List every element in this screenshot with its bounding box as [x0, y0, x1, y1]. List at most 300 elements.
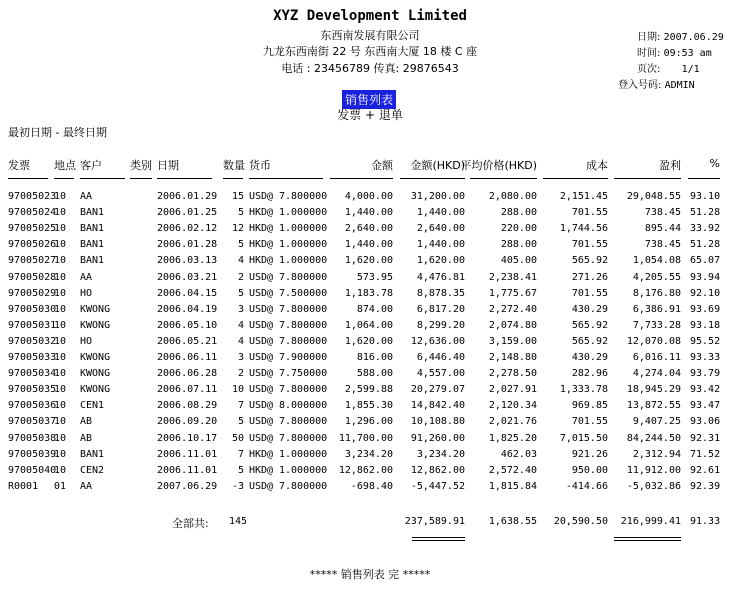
cell-location: 10: [54, 352, 67, 363]
cell-qty: 7: [237, 448, 244, 460]
cell-qty: -3: [231, 480, 244, 492]
table-row: [0, 272, 740, 288]
cell-amount: 2,640.00: [344, 223, 393, 235]
cell-pct: 92.61: [690, 464, 721, 476]
table-row: [0, 368, 740, 384]
cell-customer: AB: [80, 416, 93, 428]
cell-amount: 1,620.00: [344, 255, 393, 267]
cell-location: 10: [54, 207, 67, 219]
table-row: [0, 223, 740, 239]
cell-currency: USD@: [249, 480, 274, 492]
cell-amount: 874.00: [356, 303, 393, 315]
col-header-customer: 客户: [80, 159, 102, 172]
report-login: [618, 76, 695, 91]
cell-qty: 10: [231, 384, 244, 396]
cell-customer: BAN1: [80, 239, 105, 251]
cell-avg-price: 462.03: [500, 448, 537, 460]
cell-amount: 3,234.20: [344, 448, 393, 460]
cell-invoice: 97005039: [8, 448, 57, 460]
cell-rate: 1.000000: [279, 448, 328, 460]
report-time: [637, 44, 712, 59]
cell-rate: 1.000000: [279, 255, 328, 267]
cell-avg-price: 3,159.00: [488, 335, 537, 347]
table-row: [0, 288, 740, 304]
cell-qty: 4: [237, 255, 244, 267]
cell-qty: 7: [237, 400, 244, 412]
cell-cost: 921.26: [571, 448, 608, 460]
cell-avg-price: 2,572.40: [488, 464, 537, 476]
cell-profit: 1,054.08: [632, 255, 681, 267]
cell-amount-hkd: 3,234.20: [416, 448, 465, 460]
cell-amount-hkd: 31,200.00: [410, 191, 465, 202]
col-header-invoice: 发票: [8, 159, 30, 172]
cell-currency: USD@: [249, 335, 274, 347]
cell-pct: 93.42: [690, 384, 721, 396]
cell-qty: 5: [237, 207, 244, 219]
header-underline: [80, 178, 125, 179]
cell-avg-price: 1,815.84: [488, 480, 537, 492]
cell-invoice: 97005027: [8, 255, 57, 267]
cell-qty: 12: [231, 223, 244, 235]
cell-pct: 93.47: [690, 400, 721, 412]
totals-label: 全部共:: [172, 517, 209, 530]
totals-pct: 91.33: [690, 516, 721, 527]
cell-date: 2007.06.29: [157, 480, 218, 492]
cell-profit: 4,274.04: [632, 368, 681, 380]
cell-avg-price: 2,272.40: [488, 303, 537, 315]
cell-avg-price: 220.00: [500, 223, 537, 235]
cell-cost: 7,015.50: [559, 432, 608, 444]
header-underline: [54, 178, 74, 179]
cell-currency: USD@: [249, 384, 274, 396]
cell-rate: 7.800000: [279, 319, 328, 331]
cell-amount: 11,700.00: [338, 432, 393, 444]
cell-rate: 7.900000: [279, 352, 328, 363]
cell-location: 10: [54, 319, 67, 331]
cell-pct: 93.94: [690, 271, 721, 283]
cell-pct: 71.52: [690, 448, 721, 460]
cell-invoice: 97005028: [8, 271, 57, 283]
table-row: [0, 304, 740, 320]
cell-location: 10: [54, 335, 67, 347]
cell-rate: 1.000000: [279, 207, 328, 219]
cell-location: 10: [54, 255, 67, 267]
cell-cost: 701.55: [571, 287, 608, 299]
cell-invoice: 97005029: [8, 287, 57, 299]
cell-rate: 7.500000: [279, 287, 328, 299]
cell-cost: 565.92: [571, 335, 608, 347]
cell-amount: 4,000.00: [344, 191, 393, 202]
cell-pct: 93.69: [690, 303, 721, 315]
table-row: [0, 449, 740, 465]
cell-cost: 430.29: [571, 352, 608, 363]
cell-pct: 93.18: [690, 319, 721, 331]
cell-invoice: 97005024: [8, 207, 57, 219]
cell-invoice: 97005025: [8, 223, 57, 235]
cell-rate: 7.800000: [279, 303, 328, 315]
cell-location: 10: [54, 368, 67, 380]
report-time-label: 时间:: [637, 48, 661, 59]
cell-avg-price: 2,080.00: [488, 191, 537, 202]
cell-qty: 5: [237, 464, 244, 476]
cell-currency: USD@: [249, 191, 274, 202]
cell-cost: 950.00: [571, 464, 608, 476]
cell-avg-price: 405.00: [500, 255, 537, 267]
cell-amount-hkd: 14,842.40: [410, 400, 465, 412]
cell-rate: 7.800000: [279, 480, 328, 492]
cell-customer: KWONG: [80, 384, 111, 396]
cell-amount-hkd: 6,817.20: [416, 303, 465, 315]
report-footer: ***** 销售列表 完 *****: [309, 568, 431, 581]
totals-double-underline: [614, 537, 681, 541]
cell-location: 10: [54, 223, 67, 235]
report-date-value: 2007.06.29: [663, 32, 724, 43]
table-row: [0, 416, 740, 432]
cell-qty: 5: [237, 416, 244, 428]
header-underline: [470, 178, 537, 179]
cell-amount: 12,862.00: [338, 464, 393, 476]
cell-amount: 1,064.00: [344, 319, 393, 331]
cell-customer: KWONG: [80, 368, 111, 380]
report-page-label: 页次:: [637, 64, 661, 75]
cell-invoice: 97005023: [8, 191, 57, 202]
col-header-qty: 数量: [223, 159, 245, 172]
cell-rate: 1.000000: [279, 223, 328, 235]
cell-currency: HKD@: [249, 223, 274, 235]
cell-date: 2006.02.12: [157, 223, 218, 235]
cell-amount-hkd: 20,279.07: [410, 384, 465, 396]
cell-rate: 7.800000: [279, 191, 328, 202]
totals-double-underline: [412, 537, 465, 541]
cell-customer: BAN1: [80, 207, 105, 219]
cell-customer: KWONG: [80, 352, 111, 363]
cell-cost: 1,333.78: [559, 384, 608, 396]
cell-pct: 93.79: [690, 368, 721, 380]
cell-cost: 271.26: [571, 271, 608, 283]
cell-amount-hkd: 12,636.00: [410, 335, 465, 347]
cell-pct: 93.33: [690, 352, 721, 363]
report-date-label: 日期:: [637, 32, 661, 43]
cell-cost: 1,744.56: [559, 223, 608, 235]
cell-location: 10: [54, 400, 67, 412]
cell-avg-price: 2,148.80: [488, 352, 537, 363]
cell-location: 10: [54, 448, 67, 460]
cell-pct: 92.31: [690, 432, 721, 444]
header-underline: [249, 178, 323, 179]
company-name: XYZ Development Limited: [273, 8, 467, 24]
cell-date: 2006.05.10: [157, 319, 218, 331]
cell-invoice: 97005040: [8, 464, 57, 476]
table-row: [0, 400, 740, 416]
cell-rate: 1.000000: [279, 239, 328, 251]
report-page: [637, 60, 700, 75]
col-header-profit: 盈利: [659, 159, 681, 172]
cell-profit: 9,407.25: [632, 416, 681, 428]
table-row: [0, 481, 740, 497]
table-row: [0, 320, 740, 336]
cell-date: 2006.06.28: [157, 368, 218, 380]
cell-location: 10: [54, 303, 67, 315]
header-underline: [223, 178, 243, 179]
cell-date: 2006.01.29: [157, 191, 218, 202]
cell-amount: -698.40: [350, 480, 393, 492]
cell-qty: 50: [231, 432, 244, 444]
cell-profit: 18,945.29: [626, 384, 681, 396]
cell-invoice: 97005026: [8, 239, 57, 251]
cell-date: 2006.07.11: [157, 384, 218, 396]
col-header-pct: %: [709, 157, 720, 170]
col-header-amount-hkd: 金额(HKD): [410, 159, 465, 172]
cell-qty: 2: [237, 271, 244, 283]
cell-qty: 4: [237, 319, 244, 331]
cell-customer: CEN2: [80, 464, 105, 476]
cell-avg-price: 288.00: [500, 239, 537, 251]
report-page-value: 1/1: [681, 64, 700, 75]
table-row: [0, 191, 740, 207]
cell-currency: USD@: [249, 271, 274, 283]
report-date: [637, 28, 724, 43]
cell-profit: 11,912.00: [626, 464, 681, 476]
col-header-date: 日期: [157, 159, 179, 172]
cell-rate: 7.800000: [279, 416, 328, 428]
cell-qty: 15: [231, 191, 244, 202]
cell-amount: 588.00: [356, 368, 393, 380]
cell-profit: 738.45: [644, 239, 681, 251]
cell-cost: -414.66: [565, 480, 608, 492]
cell-profit: 6,386.91: [632, 303, 681, 315]
table-row: [0, 239, 740, 255]
cell-cost: 969.85: [571, 400, 608, 412]
cell-profit: -5,032.86: [626, 480, 681, 492]
cell-invoice: R0001: [8, 480, 39, 492]
cell-invoice: 97005031: [8, 319, 57, 331]
cell-date: 2006.06.11: [157, 352, 218, 363]
totals-cost: 20,590.50: [553, 516, 608, 527]
cell-avg-price: 2,027.91: [488, 384, 537, 396]
report-login-value: ADMIN: [664, 80, 695, 91]
cell-customer: CEN1: [80, 400, 105, 412]
cell-amount-hkd: 8,878.35: [416, 287, 465, 299]
cell-pct: 51.28: [690, 239, 721, 251]
cell-amount: 1,440.00: [344, 207, 393, 219]
cell-qty: 4: [237, 335, 244, 347]
cell-pct: 33.92: [690, 223, 721, 235]
cell-avg-price: 2,120.34: [488, 400, 537, 412]
header-underline: [614, 178, 681, 179]
table-row: [0, 255, 740, 271]
cell-date: 2006.11.01: [157, 464, 218, 476]
cell-date: 2006.01.28: [157, 239, 218, 251]
cell-amount: 573.95: [356, 271, 393, 283]
cell-invoice: 97005035: [8, 384, 57, 396]
cell-cost: 282.96: [571, 368, 608, 380]
cell-location: 10: [54, 191, 67, 202]
cell-location: 10: [54, 384, 67, 396]
cell-customer: HO: [80, 335, 93, 347]
report-subtitle: 发票 + 退单: [337, 108, 403, 122]
cell-customer: AA: [80, 480, 93, 492]
cell-pct: 93.06: [690, 416, 721, 428]
cell-amount-hkd: 2,640.00: [416, 223, 465, 235]
cell-customer: KWONG: [80, 303, 111, 315]
cell-customer: BAN1: [80, 255, 105, 267]
cell-currency: USD@: [249, 319, 274, 331]
col-header-cost: 成本: [586, 159, 608, 172]
table-row: [0, 433, 740, 449]
cell-pct: 65.07: [690, 255, 721, 267]
col-header-category: 类别: [130, 159, 152, 172]
cell-amount-hkd: 4,557.00: [416, 368, 465, 380]
cell-invoice: 97005036: [8, 400, 57, 412]
header-underline: [688, 178, 720, 179]
company-address: 九龙东西南街 22 号 东西南大厦 18 楼 C 座: [262, 45, 478, 58]
totals-avg-price: 1,638.55: [488, 516, 537, 527]
cell-location: 10: [54, 287, 67, 299]
cell-rate: 1.000000: [279, 464, 328, 476]
cell-qty: 3: [237, 352, 244, 363]
col-header-location: 地点: [54, 159, 76, 172]
cell-qty: 3: [237, 303, 244, 315]
cell-customer: KWONG: [80, 319, 111, 331]
cell-amount: 1,855.30: [344, 400, 393, 412]
report-title: 销售列表: [342, 90, 396, 109]
cell-invoice: 97005034: [8, 368, 57, 380]
cell-currency: USD@: [249, 352, 274, 363]
cell-rate: 7.800000: [279, 384, 328, 396]
cell-invoice: 97005033: [8, 352, 57, 363]
cell-amount: 2,599.88: [344, 384, 393, 396]
cell-rate: 7.800000: [279, 432, 328, 444]
cell-amount-hkd: 10,108.80: [410, 416, 465, 428]
cell-currency: USD@: [249, 416, 274, 428]
cell-invoice: 97005032: [8, 335, 57, 347]
cell-amount: 816.00: [356, 352, 393, 363]
cell-pct: 92.39: [690, 480, 721, 492]
cell-pct: 92.10: [690, 287, 721, 299]
cell-cost: 701.55: [571, 207, 608, 219]
cell-amount-hkd: 6,446.40: [416, 352, 465, 363]
cell-amount-hkd: -5,447.52: [410, 480, 465, 492]
cell-profit: 8,176.80: [632, 287, 681, 299]
cell-date: 2006.10.17: [157, 432, 218, 444]
table-row: [0, 384, 740, 400]
cell-invoice: 97005037: [8, 416, 57, 428]
cell-qty: 5: [237, 287, 244, 299]
cell-qty: 2: [237, 368, 244, 380]
cell-cost: 701.55: [571, 239, 608, 251]
cell-date: 2006.03.13: [157, 255, 218, 267]
table-row: [0, 352, 740, 368]
cell-location: 01: [54, 480, 67, 492]
col-header-currency: 货币: [249, 159, 271, 172]
company-phone-fax: 电话 : 23456789 传真: 29876543: [281, 62, 459, 75]
cell-pct: 51.28: [690, 207, 721, 219]
header-underline: [400, 178, 465, 179]
cell-currency: USD@: [249, 303, 274, 315]
cell-rate: 8.000000: [279, 400, 328, 412]
cell-currency: USD@: [249, 432, 274, 444]
col-header-avg-price: 平均价格(HKD): [460, 159, 537, 172]
cell-rate: 7.800000: [279, 271, 328, 283]
cell-avg-price: 2,074.80: [488, 319, 537, 331]
table-row: [0, 336, 740, 352]
cell-rate: 7.750000: [279, 368, 328, 380]
cell-amount-hkd: 8,299.20: [416, 319, 465, 331]
cell-currency: HKD@: [249, 255, 274, 267]
header-underline: [157, 178, 212, 179]
cell-customer: AA: [80, 271, 93, 283]
cell-avg-price: 2,021.76: [488, 416, 537, 428]
cell-avg-price: 1,775.67: [488, 287, 537, 299]
cell-cost: 565.92: [571, 255, 608, 267]
cell-invoice: 97005030: [8, 303, 57, 315]
cell-customer: HO: [80, 287, 93, 299]
report-time-value: 09:53 am: [663, 48, 712, 59]
cell-date: 2006.04.19: [157, 303, 218, 315]
cell-profit: 13,872.55: [626, 400, 681, 412]
cell-customer: BAN1: [80, 448, 105, 460]
cell-date: 2006.04.15: [157, 287, 218, 299]
cell-amount-hkd: 91,260.00: [410, 432, 465, 444]
cell-cost: 430.29: [571, 303, 608, 315]
cell-profit: 12,070.08: [626, 335, 681, 347]
cell-avg-price: 288.00: [500, 207, 537, 219]
totals-profit: 216,999.41: [620, 516, 681, 527]
header-underline: [543, 178, 608, 179]
header-underline: [330, 178, 393, 179]
cell-customer: BAN1: [80, 223, 105, 235]
cell-cost: 2,151.45: [559, 191, 608, 202]
cell-location: 10: [54, 239, 67, 251]
cell-avg-price: 2,238.41: [488, 271, 537, 283]
cell-currency: HKD@: [249, 239, 274, 251]
header-underline: [130, 178, 152, 179]
cell-location: 10: [54, 271, 67, 283]
cell-cost: 701.55: [571, 416, 608, 428]
cell-pct: 93.10: [690, 191, 721, 202]
totals-amount-hkd: 237,589.91: [404, 516, 465, 527]
cell-amount-hkd: 1,620.00: [416, 255, 465, 267]
cell-date: 2006.11.01: [157, 448, 218, 460]
cell-date: 2006.05.21: [157, 335, 218, 347]
cell-date: 2006.09.20: [157, 416, 218, 428]
cell-currency: HKD@: [249, 464, 274, 476]
cell-location: 10: [54, 432, 67, 444]
company-name-cn: 东西南发展有限公司: [320, 29, 420, 42]
cell-amount-hkd: 12,862.00: [410, 464, 465, 476]
cell-amount-hkd: 1,440.00: [416, 207, 465, 219]
cell-avg-price: 2,278.50: [488, 368, 537, 380]
table-row: [0, 465, 740, 481]
cell-profit: 895.44: [644, 223, 681, 235]
cell-profit: 738.45: [644, 207, 681, 219]
cell-date: 2006.01.25: [157, 207, 218, 219]
cell-customer: AA: [80, 191, 93, 202]
cell-invoice: 97005038: [8, 432, 57, 444]
cell-avg-price: 1,825.20: [488, 432, 537, 444]
cell-pct: 95.52: [690, 335, 721, 347]
cell-rate: 7.800000: [279, 335, 328, 347]
cell-amount-hkd: 1,440.00: [416, 239, 465, 251]
cell-amount: 1,296.00: [344, 416, 393, 428]
cell-profit: 2,312.94: [632, 448, 681, 460]
cell-date: 2006.03.21: [157, 271, 218, 283]
header-underline: [8, 178, 48, 179]
cell-qty: 5: [237, 239, 244, 251]
cell-customer: AB: [80, 432, 93, 444]
cell-date: 2006.08.29: [157, 400, 218, 412]
cell-currency: HKD@: [249, 448, 274, 460]
